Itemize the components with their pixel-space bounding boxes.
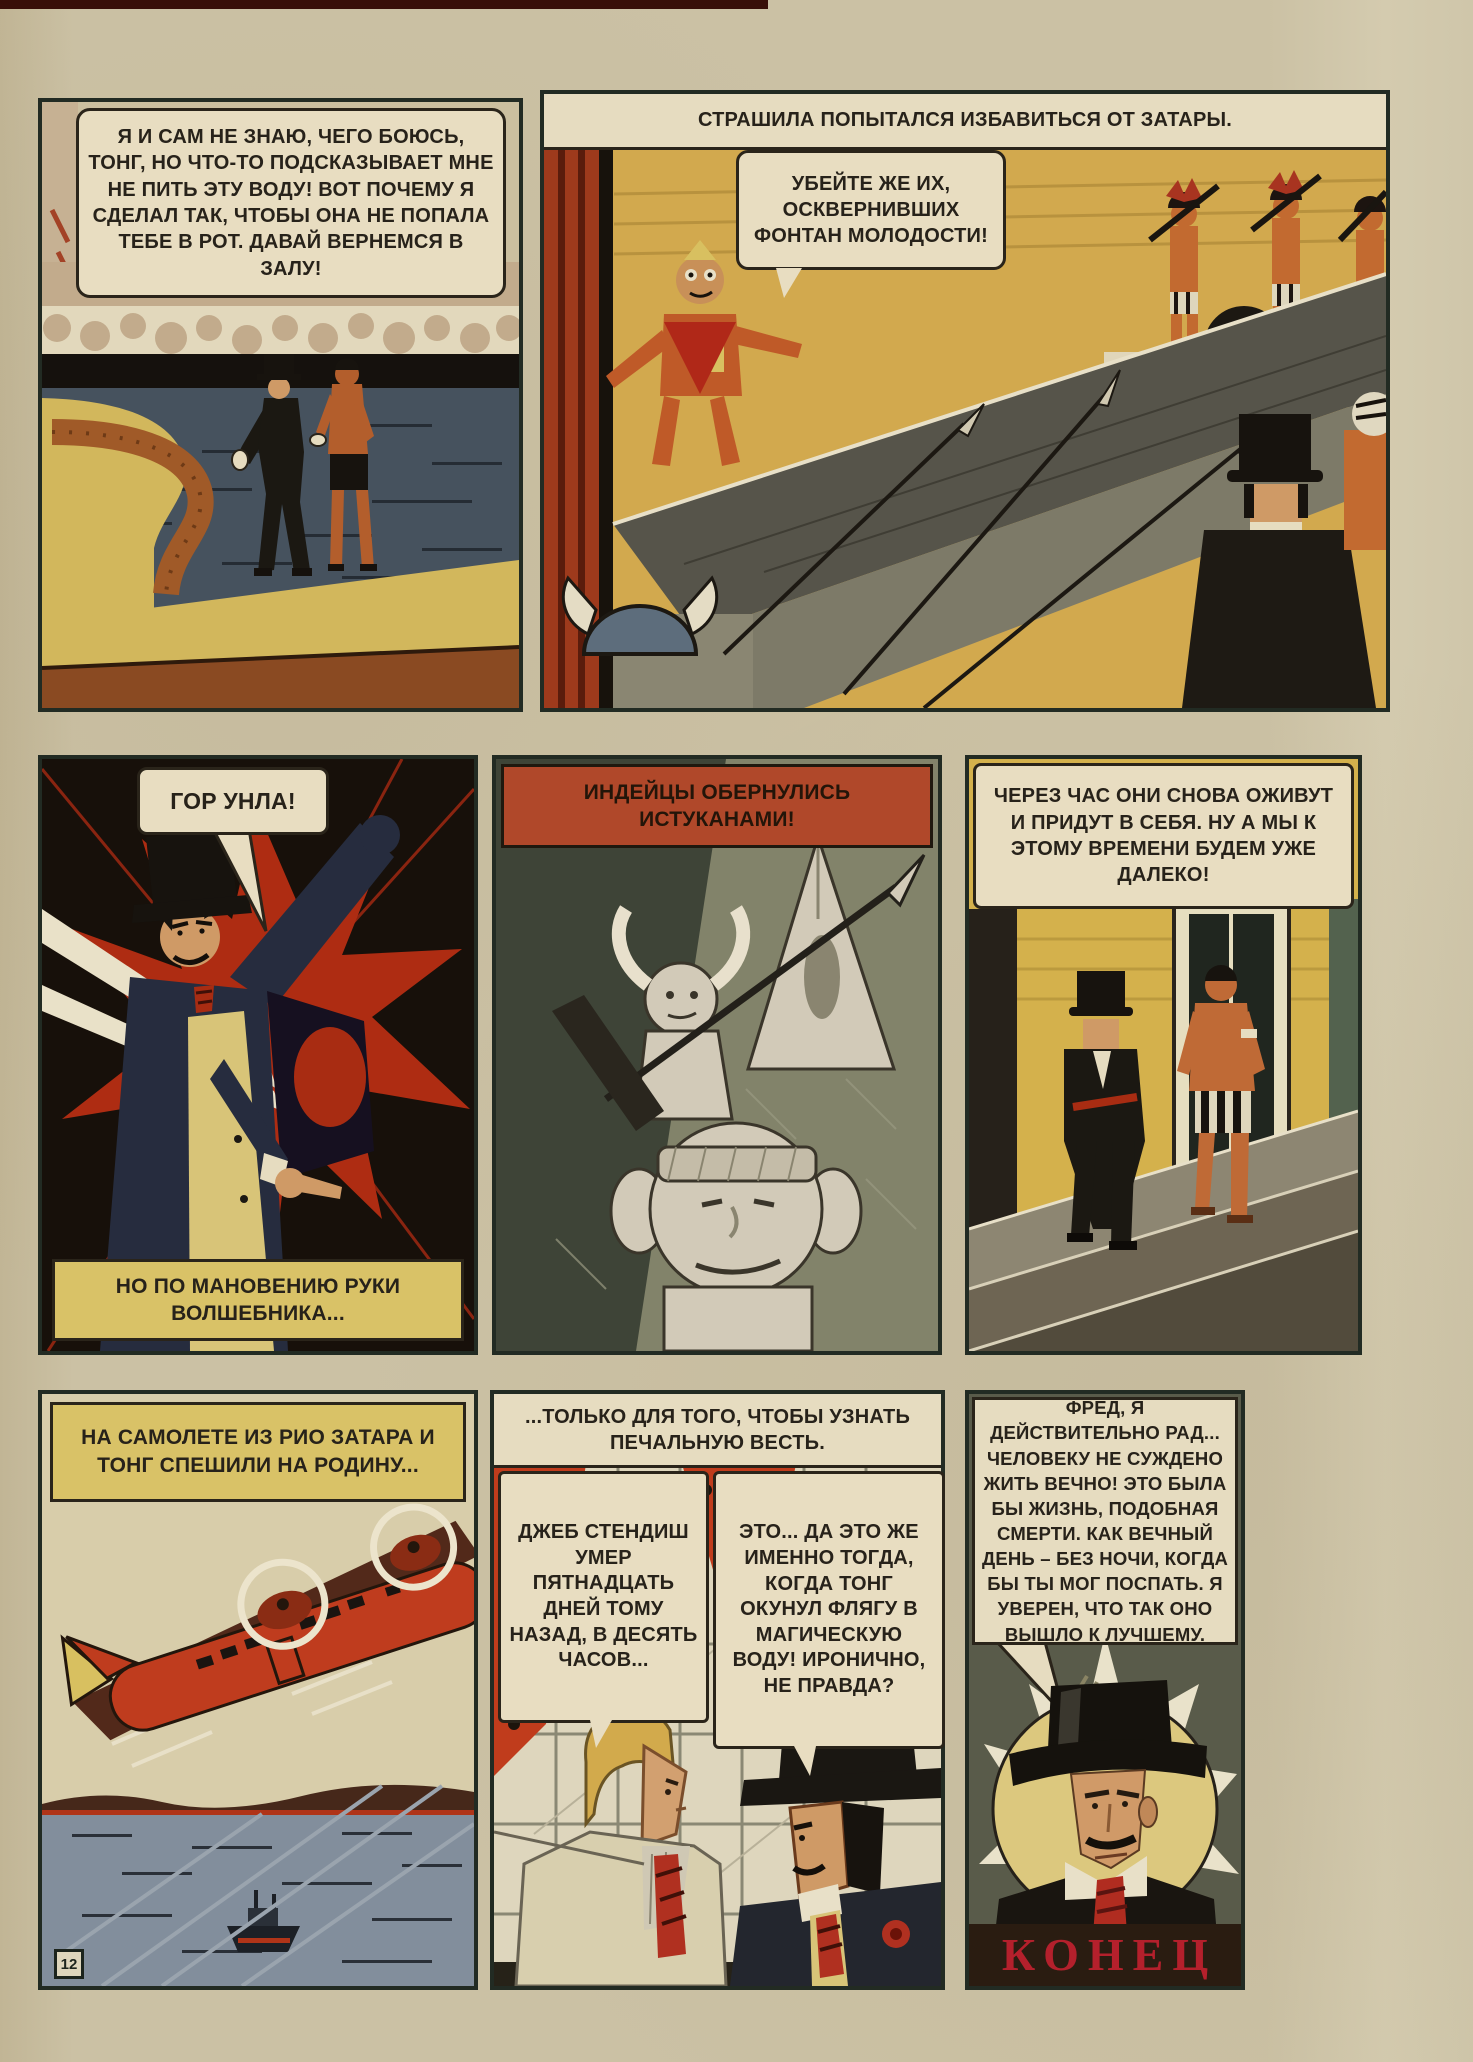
- speech-bubble-right: ЭТО... ДА ЭТО ЖЕ ИМЕННО ТОГДА, КОГДА ТОНГ ОКУНУЛ ФЛЯГУ В МАГИЧЕСКУЮ ВОДУ! ИРОНИЧНО, НЕ ПРАВДА?: [713, 1471, 945, 1749]
- speech-bubble: ЧЕРЕЗ ЧАС ОНИ СНОВА ОЖИВУТ И ПРИДУТ В СЕБЯ. НУ А МЫ К ЭТОМУ ВРЕМЕНИ БУДЕМ УЖЕ ДАЛЕКО!: [973, 763, 1354, 909]
- panel-1: [38, 98, 523, 712]
- end-banner: [969, 1924, 1241, 1986]
- speech-block: ФРЕД, Я ДЕЙСТВИТЕЛЬНО РАД... ЧЕЛОВЕКУ НЕ СУЖДЕНО ЖИТЬ ВЕЧНО! ЭТО БЫЛА БЫ ЖИЗНЬ, ПОДОБНАЯ СМЕРТИ. КАК ВЕЧНЫЙ ДЕНЬ – БЕЗ НОЧИ, КОГДА БЫ ТЫ МОГ ПОСПАТЬ. Я УВЕРЕН, ЧТО ТАК ОНО ВЫШЛО К ЛУЧШЕМУ.: [972, 1397, 1238, 1645]
- scan-edge: [0, 0, 768, 9]
- narration-caption-red: ИНДЕЙЦЫ ОБЕРНУЛИСЬ ИСТУКАНАМИ!: [501, 764, 933, 848]
- narration-caption: НА САМОЛЕТЕ ИЗ РИО ЗАТАРА И ТОНГ СПЕШИЛИ НА РОДИНУ...: [50, 1402, 466, 1502]
- panel-2: [540, 90, 1390, 712]
- speech-bubble: УБЕЙТЕ ЖЕ ИХ, ОСКВЕРНИВШИХ ФОНТАН МОЛОДОСТИ!: [736, 150, 1006, 270]
- speech-tail: [590, 1720, 612, 1748]
- narration-caption: НО ПО МАНОВЕНИЮ РУКИ ВОЛШЕБНИКА...: [52, 1259, 464, 1341]
- speech-tail: [776, 268, 802, 298]
- speech-bubble: Я И САМ НЕ ЗНАЮ, ЧЕГО БОЮСЬ, ТОНГ, НО ЧТО-ТО ПОДСКАЗЫВАЕТ МНЕ НЕ ПИТЬ ЭТУ ВОДУ! ВОТ ПОЧЕМУ Я СДЕЛАЛ ТАК, ЧТОБЫ ОНА НЕ ПОПАЛА ТЕБЕ В РОТ. ДАВАЙ ВЕРНЕМСЯ В ЗАЛУ!: [76, 108, 506, 298]
- narration-caption: ...ТОЛЬКО ДЛЯ ТОГО, ЧТОБЫ УЗНАТЬ ПЕЧАЛЬНУЮ ВЕСТЬ.: [494, 1394, 941, 1468]
- speech-bubble: ГОР УНЛА!: [137, 767, 329, 835]
- panel-3: [38, 755, 478, 1355]
- speech-bubble-left: ДЖЕБ СТЕНДИШ УМЕР ПЯТНАДЦАТЬ ДНЕЙ ТОМУ НАЗАД, В ДЕСЯТЬ ЧАСОВ...: [498, 1471, 709, 1723]
- end-label: КОНЕЦ: [1001, 1929, 1218, 1980]
- panel-7: [490, 1390, 945, 1990]
- panel-4: [492, 755, 942, 1355]
- panel-5: [965, 755, 1362, 1355]
- speech-tail: [794, 1746, 816, 1776]
- page-number: 12: [54, 1949, 84, 1979]
- panel-6: [38, 1390, 478, 1990]
- panel-8: [965, 1390, 1245, 1990]
- narration-caption: СТРАШИЛА ПОПЫТАЛСЯ ИЗБАВИТЬСЯ ОТ ЗАТАРЫ.: [544, 94, 1386, 150]
